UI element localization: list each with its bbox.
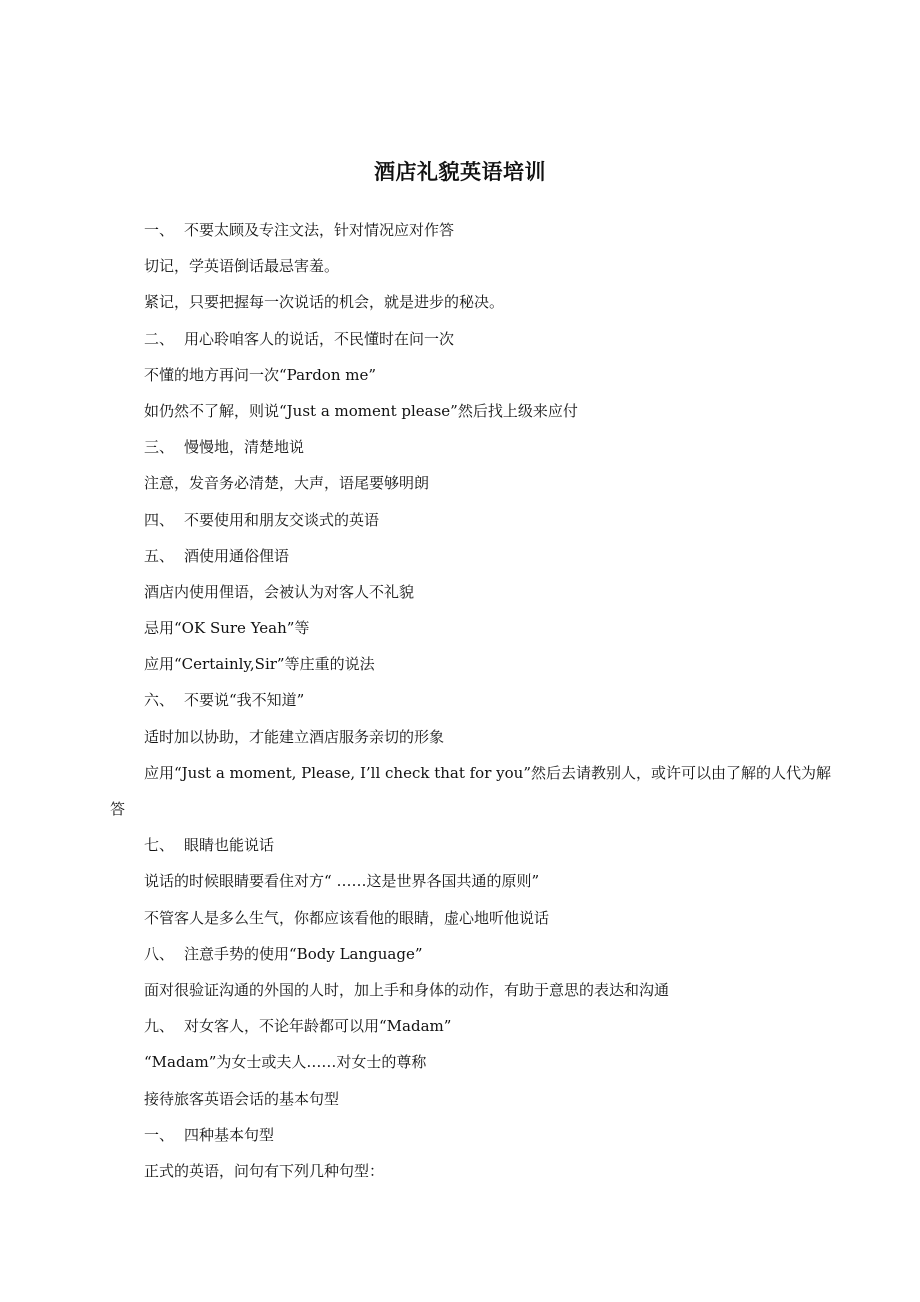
section-number: 二、: [144, 329, 175, 348]
line-text: 如仍然不了解，则说“Just a moment please”然后找上级来应付: [144, 401, 578, 420]
body-line: [110, 248, 840, 284]
line-text: 适时加以协助，才能建立酒店服务亲切的形象: [144, 727, 445, 746]
body-line: [110, 357, 840, 393]
line-text: 说话的时候眼睛要看住对方“ ……这是世界各国共通的原则”: [144, 872, 540, 891]
line-text: 酒使用通俗俚语: [184, 546, 290, 565]
body-line: [110, 321, 840, 357]
section-number: 五、: [144, 546, 175, 565]
section-number: 六、: [144, 691, 175, 710]
line-text: 不要太顾及专注文法，针对情况应对作答: [184, 221, 455, 239]
section-number: 七、: [144, 836, 175, 855]
line-text: 不要说“我不知道”: [184, 691, 305, 710]
line-text: 慢慢地，清楚地说: [184, 438, 305, 457]
document-body: [110, 212, 840, 1189]
body-line: [110, 900, 840, 936]
body-line: [110, 646, 840, 682]
line-text: 眼睛也能说话: [184, 836, 275, 855]
body-line: [110, 719, 840, 755]
section-number: 一、: [144, 221, 175, 239]
section-number: 一、: [144, 1125, 175, 1144]
body-line: [110, 284, 840, 320]
line-text: 不懂的地方再问一次“Pardon me”: [144, 365, 377, 384]
line-text: 切记，学英语倒话最忌害羞。: [144, 257, 340, 276]
body-line: [110, 863, 840, 899]
body-line: [110, 429, 840, 465]
body-line: [110, 1044, 840, 1080]
line-text: 酒店内使用俚语，会被认为对客人不礼貌: [144, 582, 415, 601]
body-line: [110, 972, 840, 1008]
section-number: 九、: [144, 1017, 175, 1036]
section-number: 四、: [144, 510, 175, 529]
line-text: 注意，发音务必清楚，大声，语尾要够明朗: [144, 474, 430, 493]
line-text: “Madam”为女士或夫人……对女士的尊称: [144, 1053, 427, 1072]
body-line: [110, 755, 840, 827]
document-title: 酒店礼貌英语培训: [374, 159, 546, 184]
body-line: [110, 610, 840, 646]
line-text: 四种基本句型: [184, 1125, 275, 1144]
body-line: [110, 682, 840, 718]
line-text: 应用“Just a moment, Please, I’ll check that for you”然后去请教别人，或许可以由了解的人代为解答: [110, 763, 831, 819]
body-line: [110, 827, 840, 863]
body-line: [110, 212, 840, 248]
body-line: [110, 936, 840, 972]
body-line: [110, 393, 840, 429]
line-text: 应用“Certainly,Sir”等庄重的说法: [144, 655, 375, 674]
line-text: 注意手势的使用“Body Language”: [184, 944, 423, 963]
line-text: 面对很验证沟通的外国的人时，加上手和身体的动作，有助于意思的表达和沟通: [144, 980, 670, 999]
line-text: 不要使用和朋友交谈式的英语: [184, 510, 380, 529]
line-text: 用心聆咱客人的说话，不民懂时在问一次: [184, 329, 455, 348]
section-number: 八、: [144, 944, 175, 963]
section-number: 三、: [144, 438, 175, 457]
body-line: [110, 1081, 840, 1117]
body-line: [110, 465, 840, 501]
body-line: [110, 574, 840, 610]
body-line: [110, 538, 840, 574]
line-text: 接待旅客英语会话的基本句型: [144, 1089, 340, 1108]
body-line: [110, 1153, 840, 1189]
body-line: [110, 1008, 840, 1044]
line-text: 忌用“OK Sure Yeah”等: [144, 619, 310, 638]
line-text: 紧记，只要把握每一次说话的机会，就是进步的秘决。: [144, 293, 505, 312]
line-text: 对女客人，不论年龄都可以用“Madam”: [184, 1017, 452, 1036]
line-text: 正式的英语，问句有下列几种句型：: [144, 1161, 385, 1180]
body-line: [110, 502, 840, 538]
body-line: [110, 1117, 840, 1153]
line-text: 不管客人是多么生气，你都应该看他的眼睛，虚心地听他说话: [144, 908, 550, 927]
